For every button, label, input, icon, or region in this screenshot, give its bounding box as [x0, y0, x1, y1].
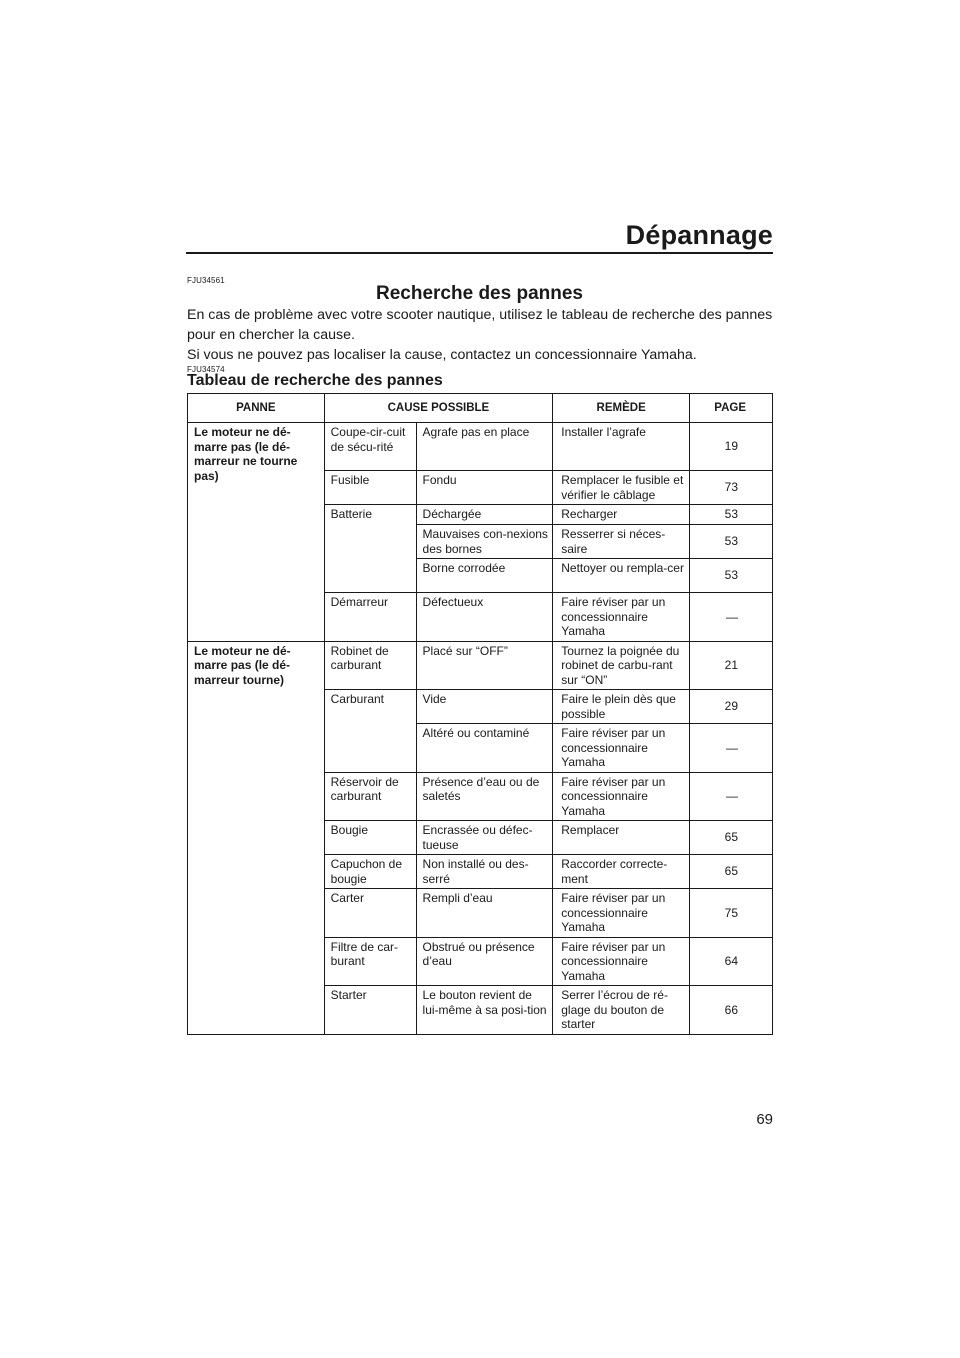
remedy-cell: Tournez la poignée du robinet de carbu-rant sur “ON”	[553, 641, 690, 690]
component-cell: Robinet de carburant	[324, 641, 416, 690]
cause-cell: Agrafe pas en place	[416, 423, 553, 471]
component-cell: Carburant	[324, 690, 416, 773]
cause-cell: Fondu	[416, 471, 553, 505]
page-cell: 75	[690, 889, 773, 938]
header-page: PAGE	[690, 394, 773, 423]
component-cell: Réservoir de carburant	[324, 772, 416, 821]
table-row	[188, 423, 773, 471]
remedy-cell: Serrer l’écrou de ré-glage du bouton de starter	[553, 986, 690, 1035]
component-cell: Capuchon de bougie	[324, 855, 416, 889]
page-cell: —	[690, 724, 773, 773]
panne-cell: Le moteur ne dé-marre pas (le dé-marreur ne tourne pas)	[188, 423, 325, 642]
remedy-cell: Nettoyer ou rempla-cer	[553, 559, 690, 593]
remedy-cell: Recharger	[553, 505, 690, 525]
page-cell: 29	[690, 690, 773, 724]
page-cell: 21	[690, 641, 773, 690]
page-cell: 64	[690, 937, 773, 986]
page-number: 69	[756, 1111, 773, 1128]
page-cell: 66	[690, 986, 773, 1035]
component-cell: Carter	[324, 889, 416, 938]
component-cell: Coupe-cir-cuit de sécu-rité	[324, 423, 416, 471]
remedy-cell: Resserrer si néces-saire	[553, 525, 690, 559]
cause-cell: Non installé ou des-serré	[416, 855, 553, 889]
cause-cell: Placé sur “OFF”	[416, 641, 553, 690]
component-cell: Filtre de car-burant	[324, 937, 416, 986]
component-cell: Démarreur	[324, 593, 416, 642]
page-cell: —	[690, 593, 773, 642]
remedy-cell: Remplacer le fusible et vérifier le câblage	[553, 471, 690, 505]
page-cell: 53	[690, 525, 773, 559]
page-cell: —	[690, 772, 773, 821]
page-cell: 73	[690, 471, 773, 505]
remedy-cell: Faire réviser par un concessionnaire Yamaha	[553, 937, 690, 986]
section-code: FJU34561	[187, 276, 225, 285]
page-cell: 53	[690, 505, 773, 525]
panne-cell: Le moteur ne dé-marre pas (le dé-marreur tourne)	[188, 641, 325, 1034]
table-header-row	[188, 394, 773, 423]
subsection-title: Tableau de recherche des pannes	[187, 372, 443, 389]
header-divider	[186, 252, 773, 254]
cause-cell: Altéré ou contaminé	[416, 724, 553, 773]
intro-paragraph-1: En cas de problème avec votre scooter nautique, utilisez le tableau de recherche des pannes pour en chercher la cause.	[187, 307, 773, 343]
page-cell: 19	[690, 423, 773, 471]
page-cell: 65	[690, 855, 773, 889]
component-cell: Batterie	[324, 505, 416, 593]
table-row	[188, 641, 773, 690]
header-cause: CAUSE POSSIBLE	[324, 394, 553, 423]
component-cell: Starter	[324, 986, 416, 1035]
remedy-cell: Faire réviser par un concessionnaire Yamaha	[553, 593, 690, 642]
cause-cell: Rempli d’eau	[416, 889, 553, 938]
header-panne: PANNE	[188, 394, 325, 423]
page-cell: 65	[690, 821, 773, 855]
cause-cell: Déchargée	[416, 505, 553, 525]
cause-cell: Mauvaises con-nexions des bornes	[416, 525, 553, 559]
component-cell: Fusible	[324, 471, 416, 505]
cause-cell: Obstrué ou présence d’eau	[416, 937, 553, 986]
cause-cell: Vide	[416, 690, 553, 724]
remedy-cell: Raccorder correcte-ment	[553, 855, 690, 889]
cause-cell: Le bouton revient de lui-même à sa posi-tion	[416, 986, 553, 1035]
cause-cell: Présence d’eau ou de saletés	[416, 772, 553, 821]
remedy-cell: Installer l’agrafe	[553, 423, 690, 471]
header-remede: REMÈDE	[553, 394, 690, 423]
troubleshooting-table	[187, 393, 773, 1035]
cause-cell: Borne corrodée	[416, 559, 553, 593]
cause-cell: Défectueux	[416, 593, 553, 642]
remedy-cell: Faire le plein dès que possible	[553, 690, 690, 724]
remedy-cell: Faire réviser par un concessionnaire Yamaha	[553, 724, 690, 773]
intro-paragraph-2: Si vous ne pouvez pas localiser la cause, contactez un concessionnaire Yamaha.	[187, 347, 697, 363]
page-header-title: Dépannage	[625, 220, 773, 250]
section-title: Recherche des pannes	[376, 283, 583, 304]
remedy-cell: Remplacer	[553, 821, 690, 855]
component-cell: Bougie	[324, 821, 416, 855]
cause-cell: Encrassée ou défec-tueuse	[416, 821, 553, 855]
remedy-cell: Faire réviser par un concessionnaire Yamaha	[553, 889, 690, 938]
remedy-cell: Faire réviser par un concessionnaire Yamaha	[553, 772, 690, 821]
page-cell: 53	[690, 559, 773, 593]
subsection-code: FJU34574	[187, 365, 225, 374]
